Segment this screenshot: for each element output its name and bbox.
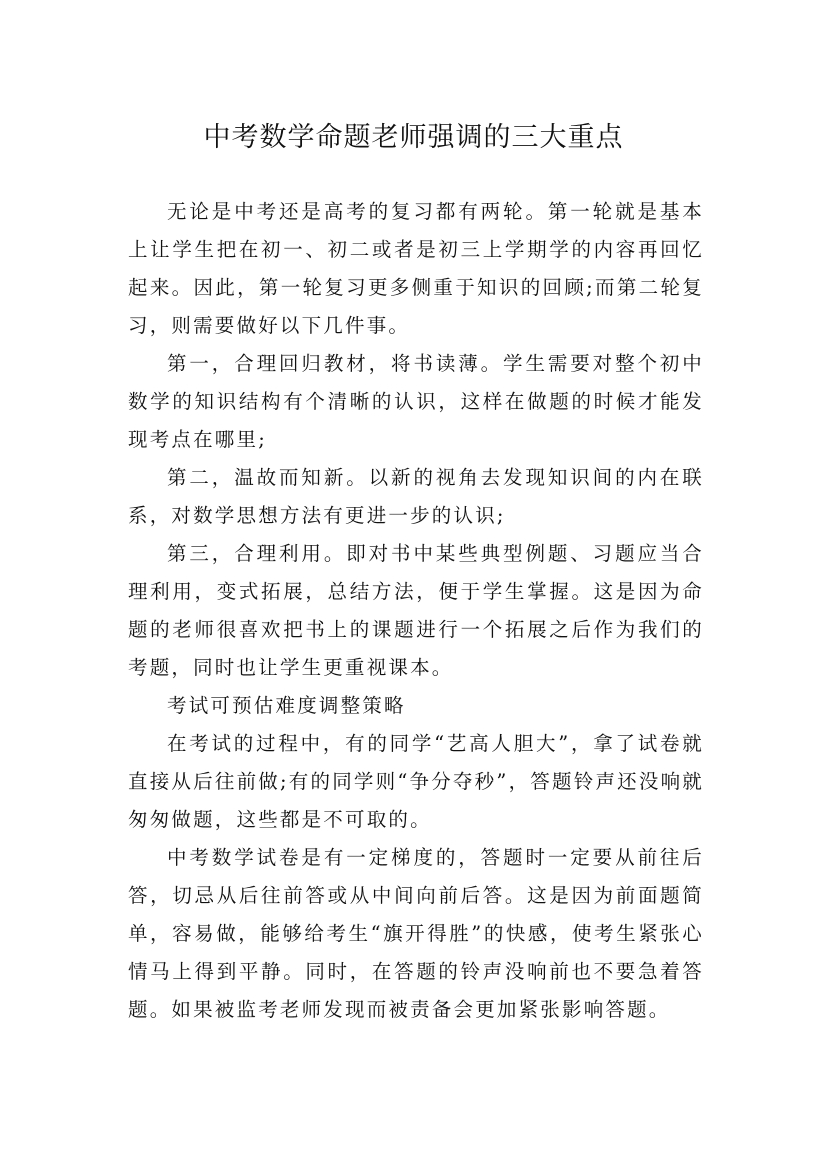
paragraph-answer-order: 中考数学试卷是有一定梯度的，答题时一定要从前往后答，切忌从后往前答或从中间向前后答。这是因为前面题简单，容易做，能够给考生“旗开得胜”的快感，使考生紧张心情马上得到平静。同时，在答题的铃声没响前也不要急着答题。如果被监考老师发现而被责备会更加紧张影响答题。 xyxy=(128,846,704,1021)
paragraph-point-one: 第一，合理回归教材，将书读薄。学生需要对整个初中数学的知识结构有个清晰的认识，这样在做题的时候才能发现考点在哪里; xyxy=(128,352,704,451)
document-title: 中考数学命题老师强调的三大重点 xyxy=(203,122,624,154)
section-heading-strategy: 考试可预估难度调整策略 xyxy=(167,694,406,717)
paragraph-intro: 无论是中考还是高考的复习都有两轮。第一轮就是基本上让学生把在初一、初二或者是初三上学期学的内容再回忆起来。因此，第一轮复习更多侧重于知识的回顾;而第二轮复习，则需要做好以下几件事。 xyxy=(128,200,704,337)
paragraph-point-two: 第二，温故而知新。以新的视角去发现知识间的内在联系，对数学思想方法有更进一步的认识; xyxy=(128,466,704,527)
document-body xyxy=(128,193,704,1029)
paragraph-exam-behavior: 在考试的过程中，有的同学“艺高人胆大”，拿了试卷就直接从后往前做;有的同学则“争分夺秒”，答题铃声还没响就匆匆做题，这些都是不可取的。 xyxy=(128,732,704,831)
paragraph-point-three: 第三，合理利用。即对书中某些典型例题、习题应当合理利用，变式拓展，总结方法，便于学生掌握。这是因为命题的老师很喜欢把书上的课题进行一个拓展之后作为我们的考题，同时也让学生更重视课本。 xyxy=(128,542,704,679)
